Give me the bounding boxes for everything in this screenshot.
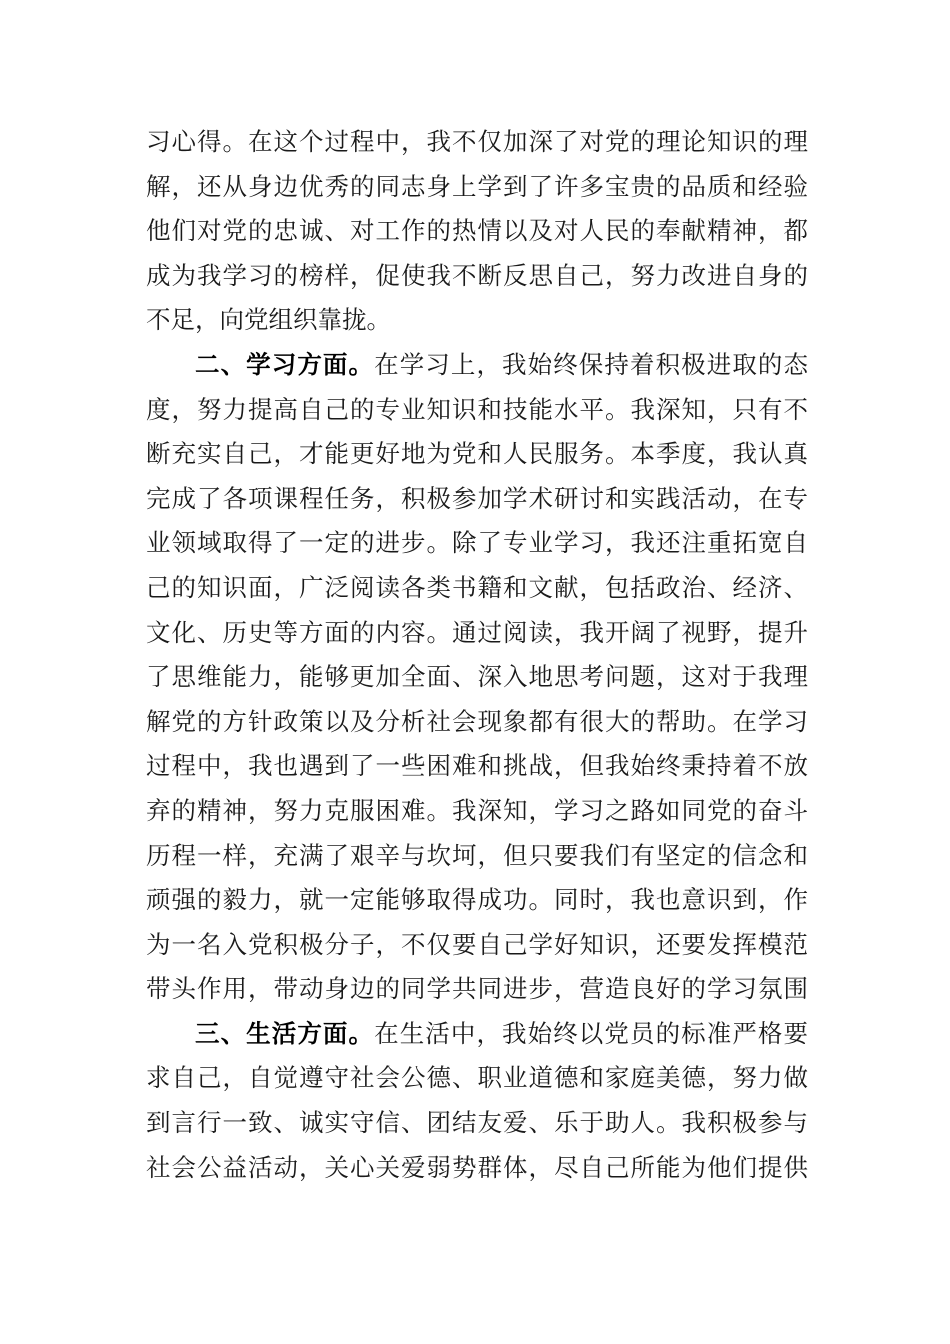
section-heading-life: 三、生活方面。 <box>195 1018 375 1048</box>
text-line: 完成了各项课程任务，积极参加学术研讨和实践活动，在专 <box>146 483 808 513</box>
text-line: 历程一样，充满了艰辛与坎坷，但只要我们有坚定的信念和 <box>146 840 808 870</box>
text-line: 解，还从身边优秀的同志身上学到了许多宝贵的品质和经验 <box>146 171 808 201</box>
text-run: 在学习上，我始终保持着积极进取的态 <box>374 349 808 379</box>
text-line: 度，努力提高自己的专业知识和技能水平。我深知，只有不 <box>146 394 808 424</box>
section-heading-study: 二、学习方面。 <box>195 349 375 379</box>
paragraph-study <box>146 343 808 1012</box>
text-line-first <box>146 1012 808 1057</box>
text-line: 习心得。在这个过程中，我不仅加深了对党的理论知识的理 <box>146 127 808 156</box>
text-line: 社会公益活动，关心关爱弱势群体，尽自己所能为他们提供 <box>146 1152 808 1182</box>
text-line: 文化、历史等方面的内容。通过阅读，我开阔了视野，提升 <box>146 617 808 647</box>
text-run: 在生活中，我始终以党员的标准严格要 <box>374 1018 808 1048</box>
text-line: 带头作用，带动身边的同学共同进步，营造良好的学习氛围 <box>146 974 808 1004</box>
text-line: 断充实自己，才能更好地为党和人民服务。本季度，我认真 <box>146 439 808 469</box>
document-body <box>146 120 808 1190</box>
text-line: 他们对党的忠诚、对工作的热情以及对人民的奉献精神，都 <box>146 216 808 246</box>
text-line: 到言行一致、诚实守信、团结友爱、乐于助人。我积极参与 <box>146 1108 808 1138</box>
text-line-first <box>146 343 808 388</box>
text-line: 不足，向党组织靠拢。 <box>146 305 391 335</box>
text-line: 弃的精神，努力克服困难。我深知，学习之路如同党的奋斗 <box>146 795 808 825</box>
text-line: 为一名入党积极分子，不仅要自己学好知识，还要发挥模范 <box>146 929 808 959</box>
text-line: 解党的方针政策以及分析社会现象都有很大的帮助。在学习 <box>146 706 808 736</box>
text-line: 求自己，自觉遵守社会公德、职业道德和家庭美德，努力做 <box>146 1063 808 1093</box>
text-line: 顽强的毅力，就一定能够取得成功。同时，我也意识到，作 <box>146 885 808 915</box>
text-line: 过程中，我也遇到了一些困难和挑战，但我始终秉持着不放 <box>146 751 808 781</box>
text-line: 己的知识面，广泛阅读各类书籍和文献，包括政治、经济、 <box>146 572 808 602</box>
text-line: 成为我学习的榜样，促使我不断反思自己，努力改进自身的 <box>146 260 808 290</box>
paragraph-1 <box>146 120 808 343</box>
paragraph-life <box>146 1012 808 1190</box>
text-line: 业领域取得了一定的进步。除了专业学习，我还注重拓宽自 <box>146 528 808 558</box>
text-line: 了思维能力，能够更加全面、深入地思考问题，这对于我理 <box>146 662 808 692</box>
